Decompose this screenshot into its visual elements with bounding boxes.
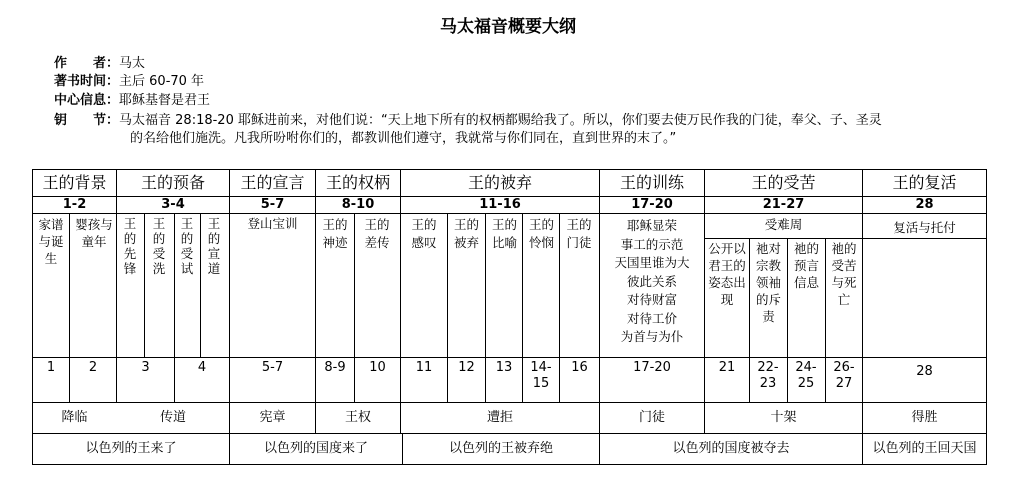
section-title-authority: 王的权柄	[325, 173, 390, 192]
chapter-range: 17-20	[631, 197, 673, 212]
page-title: 马太福音概要大纲	[440, 17, 576, 37]
key-verse-label: 钥 节：	[54, 113, 120, 128]
topic-miracles: 王的神迹	[322, 217, 348, 250]
training-item: 彼此关系	[626, 273, 677, 289]
theme-label: 中心信息：	[54, 93, 120, 108]
chapter-number: 28	[916, 364, 933, 379]
topic-rebuke-leaders: 祂对宗教领袖的斥责	[755, 241, 781, 324]
author-label: 作 者：	[54, 56, 120, 71]
topic-resurrection: 复活与托付	[893, 220, 956, 235]
topic-parables: 王的比喻	[491, 217, 517, 250]
section-title-training: 王的训练	[619, 173, 684, 192]
theme-kingship: 王权	[344, 410, 371, 425]
chapter-number: 8-9	[324, 360, 346, 375]
theme-disciples: 门徒	[638, 410, 665, 425]
section-title-suffering: 王的受苦	[751, 173, 816, 192]
chapter-range: 1-2	[62, 197, 87, 212]
chapter-range: 5-7	[260, 197, 285, 212]
chapter-number: 17-20	[633, 360, 671, 375]
conclusion-kingdom-came: 以色列的国度来了	[263, 441, 368, 456]
topic-baptism: 王的受洗	[152, 216, 166, 276]
chapter-number: 16	[571, 360, 588, 375]
section-title-background: 王的背景	[42, 173, 107, 192]
chapter-number: 3	[141, 360, 150, 375]
key-verse-line2: 的名给他们施洗。凡我所吩咐你们的，都教训他们遵守，我就常与你们同在，直到世界的末了。”	[130, 131, 677, 146]
chapter-range: 3-4	[161, 197, 185, 212]
topic-forerunner: 王的先锋	[123, 216, 137, 276]
theme-ministry: 传道	[159, 410, 186, 425]
date-value: 主后 60-70 年	[119, 74, 205, 89]
topic-training-list	[600, 217, 704, 347]
training-item: 事工的示范	[620, 236, 684, 252]
chapter-number: 22-23	[757, 360, 779, 391]
topic-sending: 王的差传	[364, 217, 390, 250]
topic-passion-week: 受难周	[764, 217, 803, 232]
theme-charter: 宪章	[259, 410, 286, 425]
section-title-rejection: 王的被弃	[467, 173, 532, 192]
theme-cross: 十架	[770, 410, 797, 425]
topic-compassion: 王的怜悯	[528, 217, 554, 250]
topic-childhood: 婴孩与童年	[75, 217, 113, 249]
chapter-number: 1	[46, 360, 56, 375]
topic-death: 祂的受苦与死亡	[831, 241, 857, 307]
training-item: 为首与为仆	[620, 329, 684, 344]
training-item: 对待财富	[626, 292, 677, 307]
chapter-range: 8-10	[341, 197, 375, 212]
chapter-number: 4	[197, 360, 207, 375]
chapter-range: 11-16	[479, 197, 521, 212]
topic-sermon-on-mount: 登山宝训	[247, 216, 298, 231]
topic-rejected: 王的被弃	[453, 217, 479, 250]
topic-preaching: 王的宣道	[207, 216, 221, 276]
topic-disciples: 王的门徒	[566, 217, 592, 250]
theme-advent: 降临	[61, 410, 88, 425]
chapter-number: 14-15	[530, 360, 552, 391]
chapter-number: 24-25	[795, 360, 817, 391]
topic-public-king: 公开以君王的姿态出现	[708, 241, 746, 307]
chapter-number: 2	[88, 360, 98, 375]
chapter-number: 21	[718, 360, 736, 375]
chapter-number: 13	[495, 360, 513, 375]
date-label: 著书时间：	[54, 74, 120, 89]
chapter-number: 5-7	[261, 360, 284, 375]
chapter-number: 10	[369, 360, 386, 375]
theme-rejection: 遭拒	[486, 410, 513, 425]
conclusion-kingdom-taken: 以色列的国度被夺去	[672, 441, 790, 456]
theme-value: 耶稣基督是君王	[119, 93, 211, 108]
topic-lament: 王的感叹	[411, 217, 437, 250]
section-title-resurrection: 王的复活	[892, 173, 957, 192]
chapter-range: 28	[915, 197, 934, 212]
conclusion-king-rejected: 以色列的王被弃绝	[448, 441, 553, 456]
theme-victory: 得胜	[911, 410, 938, 425]
chapter-number: 26-27	[833, 360, 855, 391]
training-item: 对待工价	[626, 310, 677, 326]
conclusion-king-came: 以色列的王来了	[85, 441, 177, 456]
conclusion-king-returns: 以色列的王回天国	[872, 441, 977, 456]
topic-genealogy: 家谱与诞生	[38, 217, 64, 266]
section-title-declaration: 王的宣言	[240, 173, 305, 192]
chapter-number: 11	[415, 360, 433, 375]
author-value: 马太	[119, 56, 146, 71]
chapter-range: 21-27	[762, 197, 805, 212]
topic-prophecy: 祂的预言信息	[793, 241, 819, 290]
training-item: 耶稣显荣	[626, 218, 677, 233]
chapter-number: 12	[458, 360, 475, 375]
training-item: 天国里谁为大	[614, 255, 690, 270]
topic-temptation: 王的受试	[180, 216, 194, 276]
section-title-preparation: 王的预备	[140, 173, 205, 192]
key-verse-line1: 马太福音 28:18-20 耶稣进前来，对他们说：“天上地下所有的权柄都赐给我了。所以，你们要去使万民作我的门徒，奉父、子、圣灵	[119, 113, 882, 128]
